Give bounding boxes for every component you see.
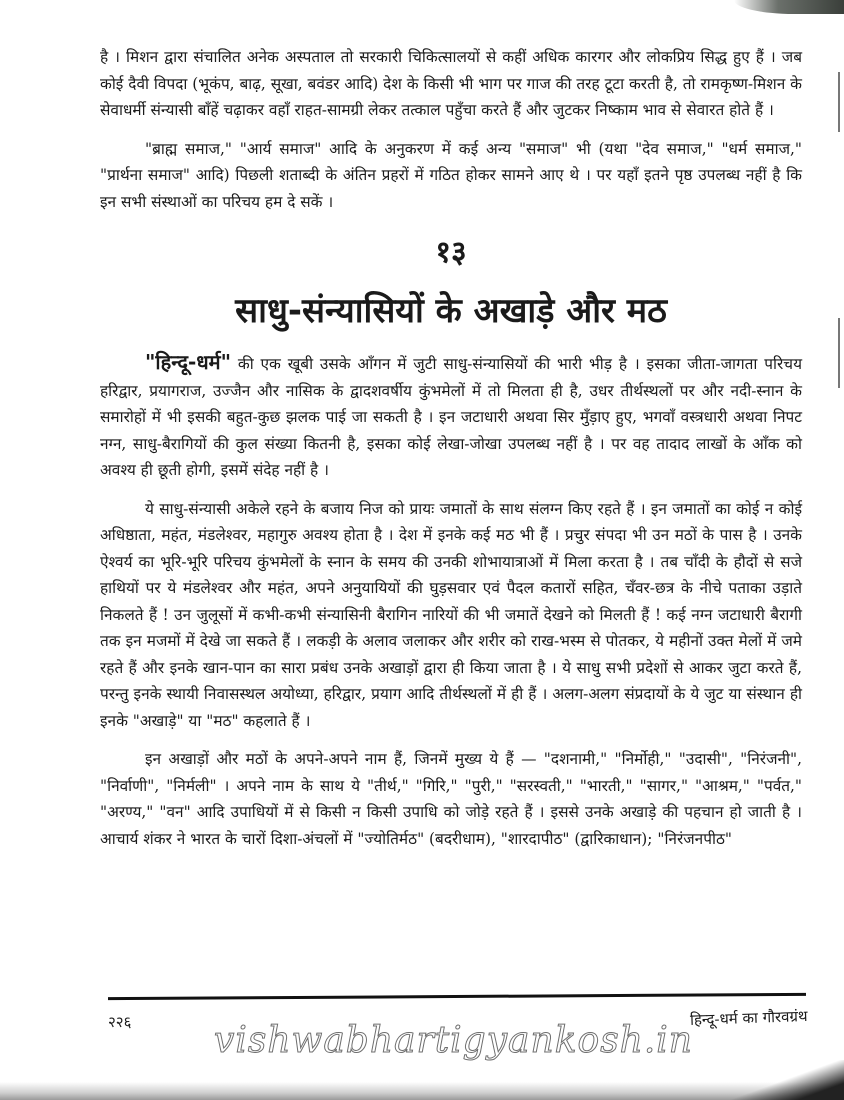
paragraph-jamats: ये साधु-संन्यासी अकेले रहने के बजाय निज को प्रायः जमातों के साथ संलग्न किए रहते हैं । इन जमातों का कोई न कोई अधिष्ठाता, महंत, मंडलेश्वर, महागुरु अवश्य होता है । देश में इनके कई मठ भी हैं । प्रचुर संपदा भी उन मठों के पास है । उनके ऐश्वर्य का भूरि-भूरि परिचय कुंभमेलों के स्नान के समय की उनकी शोभायात्राओं में मिला करता है । तब चाँदी के हौदों से सजे हाथियों पर ये मंडलेश्वर और महंत, अपने अनुयायियों की घुड़सवार एवं पैदल कतारों सहित, चँवर-छत्र के नीचे पताका उड़ाते निकलते हैं ! उन जुलूसों में कभी-कभी संन्यासिनी बैरागिन नारियों की भी जमातें देखने को मिलती हैं ! कई नग्न जटाधारी बैरागी तक इन मजमों में देखे जा सकते हैं । लकड़ी के अलाव जलाकर और शरीर को राख-भस्म से पोतकर, ये महीनों उक्त मेलों में जमे रहते हैं और इनके खान-पान का सारा प्रबंध उनके अखाड़ों द्वारा ही किया जाता है । ये साधु सभी प्रदेशों से आकर जुटा करते हैं, परन्तु इनके स्थायी निवासस्थल अयोध्या, हरिद्वार, प्रयाग आदि तीर्थस्थलों में ही हैं । अलग-अलग संप्रदायों के ये जुट या संस्थान ही इनके "अखाड़े" या "मठ" कहलाते हैं । [100, 499, 802, 730]
page-edge-mark [838, 318, 840, 388]
chapter-number: १३ [435, 235, 467, 270]
book-page [100, 44, 802, 852]
page-bottom-corner-shadow [724, 1060, 844, 1100]
paragraph-intro-text: की एक खूबी उसके आँगन में जुटी साधु-संन्यासियों की भारी भीड़ है । इसका जीता-जागता परिचय हरिद्वार, प्रयागराज, उज्जैन और नासिक के द्वादशवर्षीय कुंभमेलों में तो मिलता ही है, उधर तीर्थस्थलों पर और नदी-स्नान के समारोहों में भी इसकी बहुत-कुछ झलक पाई जा सकती है । इन जटाधारी अथवा सिर मुँड़ाए हुए, भगवाँ वस्त्रधारी अथवा निपट नग्न, साधु-बैरागियों की कुल संख्या कितनी है, इसका कोई लेखा-जोखा उपलब्ध नहीं है । पर वह तादाद लाखों के आँक को अवश्य ही छूती होगी, इसमें संदेह नहीं है । [100, 355, 802, 479]
page-corner-shadow [734, 0, 844, 14]
paragraph-intro [100, 349, 802, 484]
page-number: २२६ [108, 1013, 132, 1031]
footer-rule [108, 993, 806, 1000]
paragraph-samaj: "ब्राह्म समाज," "आर्य समाज" आदि के अनुकरण में कई अन्य "समाज" भी (यथा "देव समाज," "धर्म समाज," "प्रार्थना समाज" आदि) पिछली शताब्दी के अंतिन प्रहरों में गठित होकर सामने आए थे । पर यहाँ इतने पृष्ठ उपलब्ध नहीं है कि इन सभी संस्थाओं का परिचय हम दे सकें । [100, 139, 802, 211]
paragraph-akhada-names: इन अखाड़ों और मठों के अपने-अपने नाम हैं, जिनमें मुख्य ये हैं — "दशनामी," "निर्मोही," "उदासी", "निरंजनी", "निर्वाणी", "निर्मली" । अपने नाम के साथ ये "तीर्थ," "गिरि," "पुरी," "सरस्वती," "भारती," "सागर," "आश्रम," "पर्वत," "अरण्य," "वन" आदि उपाधियों में से किसी न किसी उपाधि को जोड़े रहते हैं । इससे उनके अखाड़े की पहचान हो जाती है । आचार्य शंकर ने भारत के चारों दिशा-अंचलों में "ज्योतिर्मठ" (बदरीधाम), "शारदापीठ" (द्वारिकाधान); "निरंजनपीठ" [100, 750, 802, 848]
running-footer-book-title: हिन्दू-धर्म का गौरवग्रंथ [690, 1006, 809, 1030]
page-bottom-shadow [0, 1082, 844, 1100]
chapter-title: साधु-संन्यासियों के अखाड़े और मठ [235, 291, 667, 331]
page-edge-mark [838, 72, 840, 132]
paragraph-continued: है । मिशन द्वारा संचालित अनेक अस्पताल तो सरकारी चिकित्सालयों से कहीं अधिक कारगर और लोकप्रिय सिद्ध हुए हैं । जब कोई दैवी विपदा (भूकंप, बाढ़, सूखा, बवंडर आदि) देश के किसी भी भाग पर गाज की तरह टूटा करती है, तो रामकृष्ण-मिशन के सेवाधर्मी संन्यासी बाँहें चढ़ाकर वहाँ राहत-सामग्री लेकर तत्काल पहुँचा करते हैं और जुटकर निष्काम भाव से सेवारत होते हैं । [100, 48, 802, 119]
watermark: vishwabhartigyankosh.in [214, 1020, 693, 1061]
lead-term: "हिन्दू-धर्म" [145, 350, 232, 374]
